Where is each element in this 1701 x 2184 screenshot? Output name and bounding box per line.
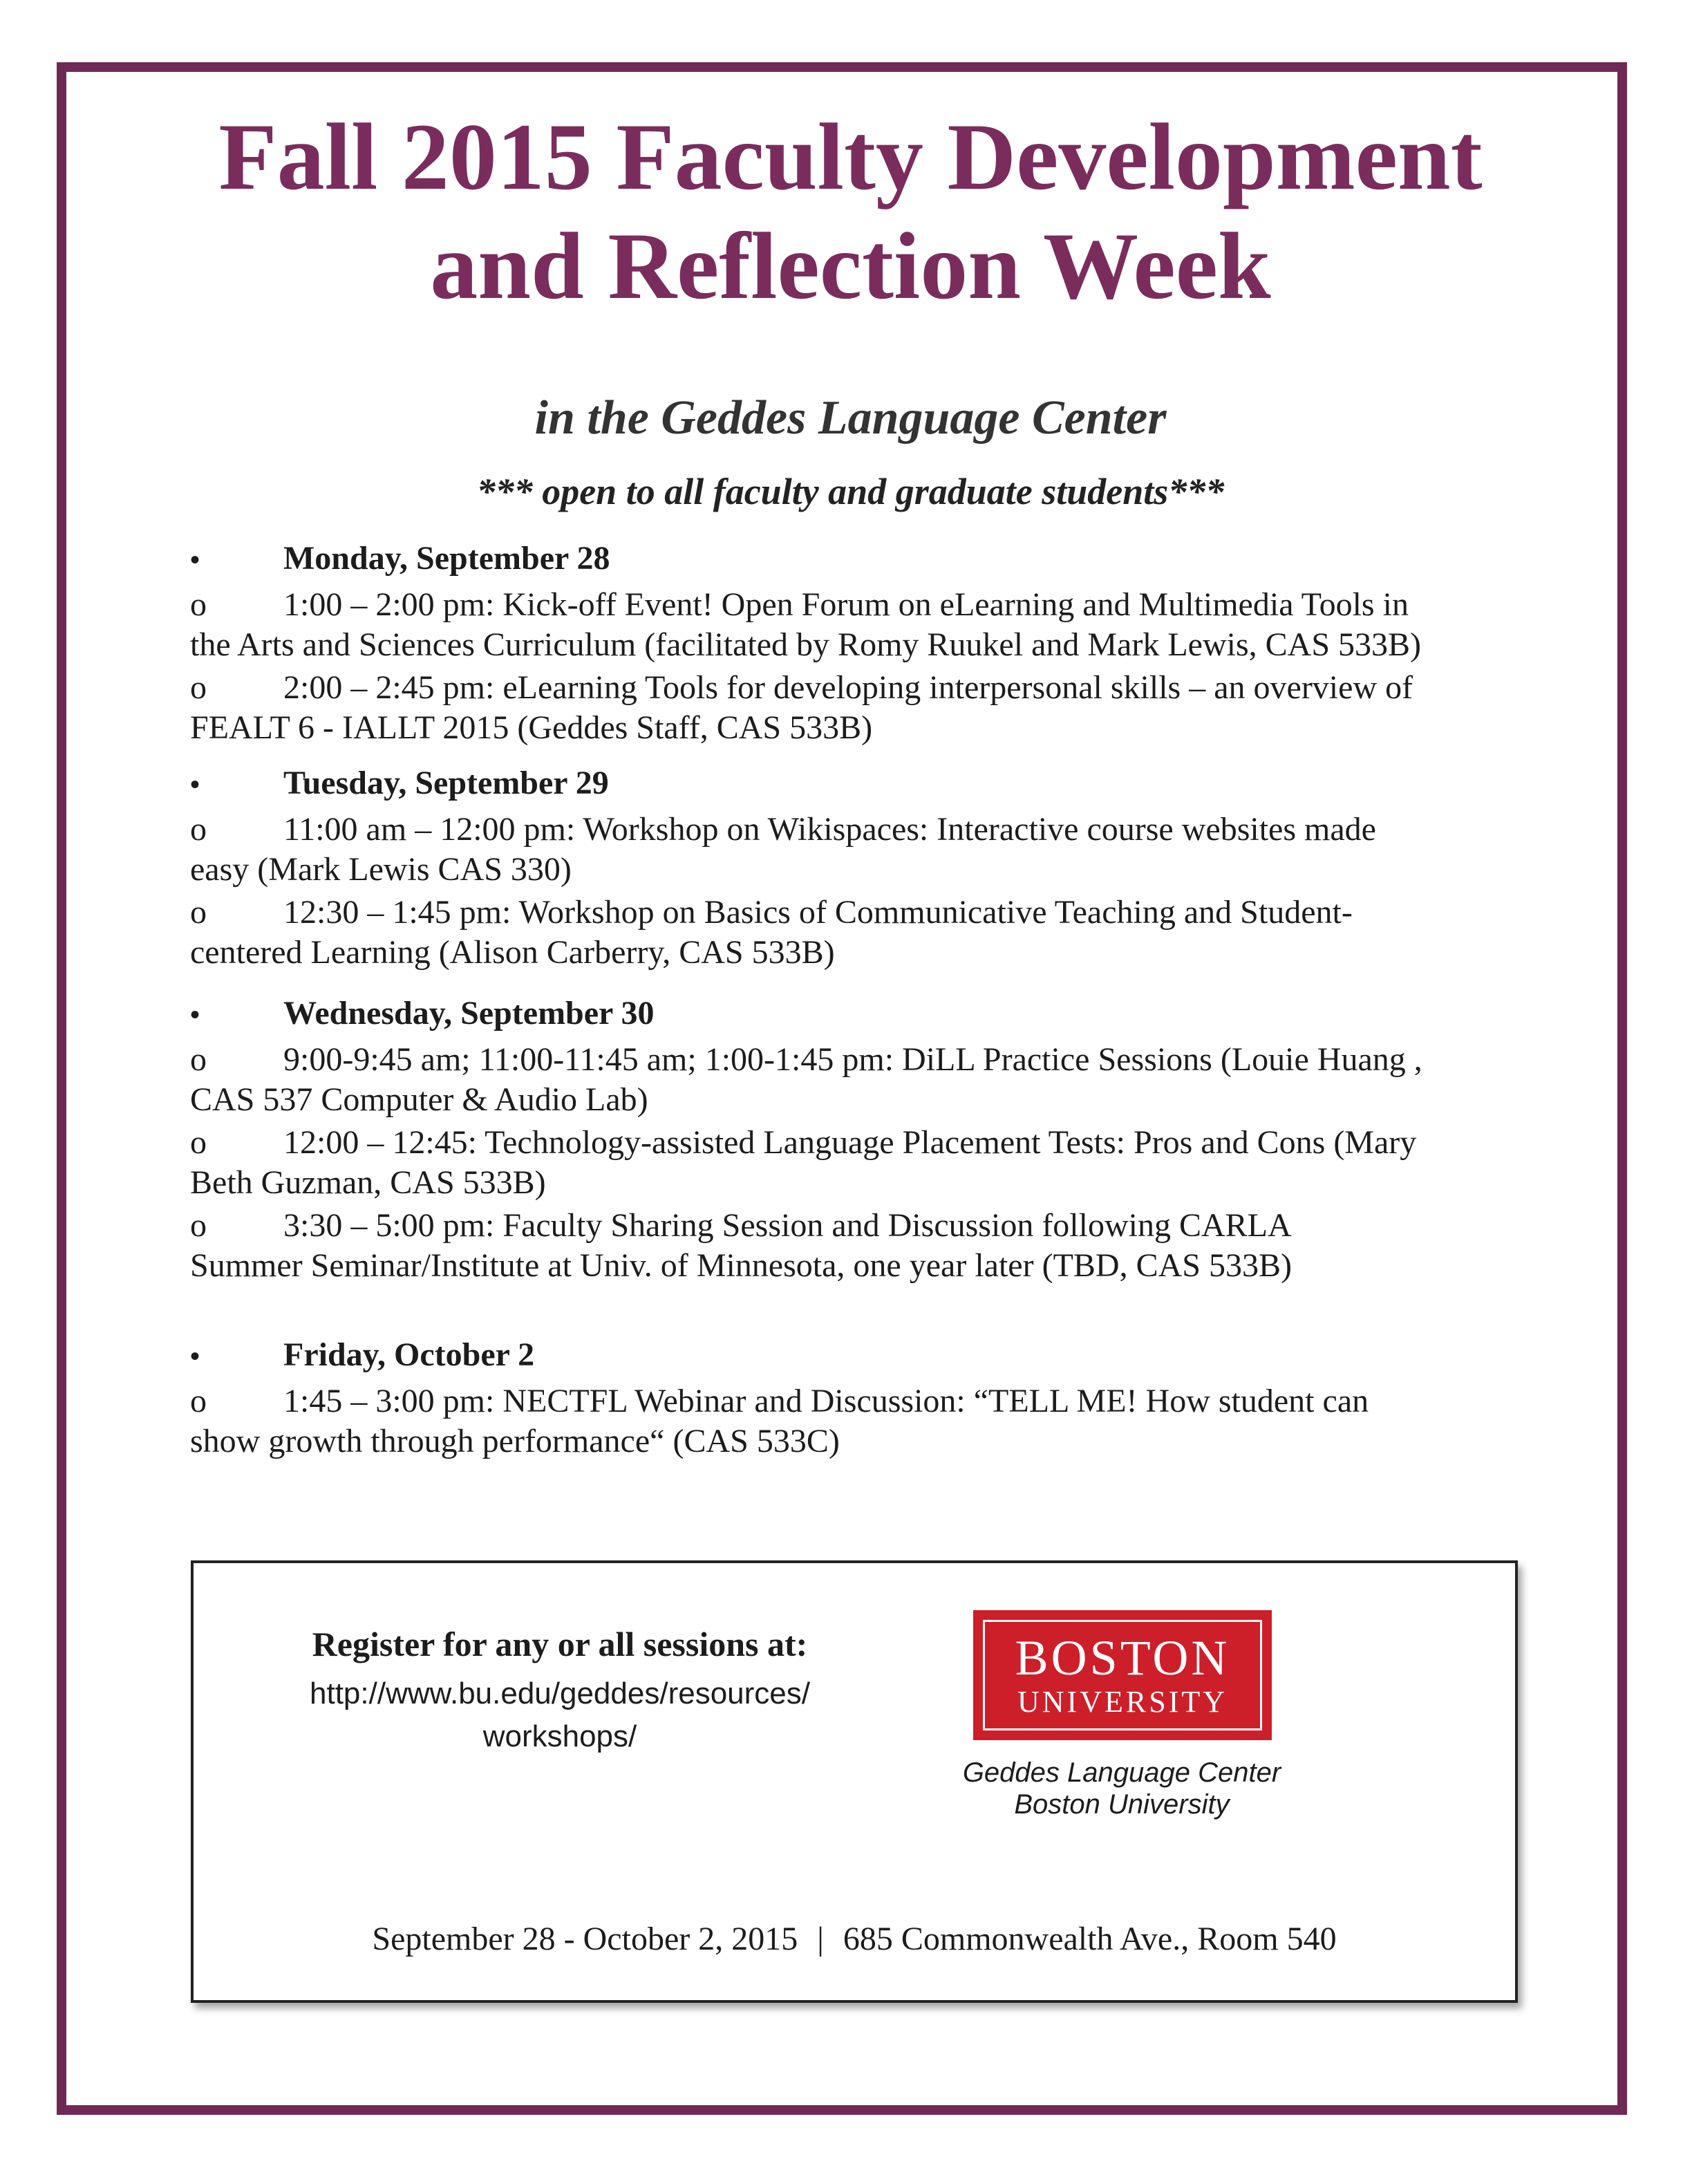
subbullet-icon: o xyxy=(190,1124,207,1161)
session-item xyxy=(190,1040,1510,1120)
day-wednesday xyxy=(190,994,1510,1286)
session-line: 9:00-9:45 am; 11:00-11:45 am; 1:00-1:45 pm: DiLL Practice Sessions (Louie Huang , xyxy=(283,1041,1422,1078)
url-line-1: http://www.bu.edu/geddes/resources/ xyxy=(310,1677,810,1710)
subbullet-icon: o xyxy=(190,1041,207,1078)
session-item xyxy=(190,585,1510,665)
subbullet-icon: o xyxy=(190,669,207,706)
subbullet-icon: o xyxy=(190,811,207,848)
registration-box xyxy=(191,1560,1518,2003)
session-line: the Arts and Sciences Curriculum (facilitated by Romy Ruukel and Mark Lewis, CAS 533B) xyxy=(190,626,1422,663)
session-item xyxy=(190,1206,1510,1286)
day-heading: Wednesday, September 30 xyxy=(283,995,655,1032)
day-heading: Tuesday, September 29 xyxy=(283,765,609,801)
footer-separator: | xyxy=(817,1921,824,1957)
center-name-line-2: Boston University xyxy=(1014,1789,1230,1820)
session-line: 12:00 – 12:45: Technology-assisted Language Placement Tests: Pros and Cons (Mary xyxy=(283,1124,1417,1161)
subbullet-icon: o xyxy=(190,1207,207,1244)
center-name xyxy=(939,1757,1305,1820)
session-item xyxy=(190,893,1510,973)
subbullet-icon: o xyxy=(190,586,207,623)
registration-heading: Register for any or all sessions at: xyxy=(312,1625,808,1663)
title-line-2: and Reflection Week xyxy=(430,213,1271,319)
session-line: Summer Seminar/Institute at Univ. of Minnesota, one year later (TBD, CAS 533B) xyxy=(190,1247,1292,1284)
registration-link[interactable] xyxy=(297,1672,823,1758)
session-item xyxy=(190,1123,1510,1203)
session-line: show growth through performance“ (CAS 533C) xyxy=(190,1423,840,1459)
event-location: 685 Commonwealth Ave., Room 540 xyxy=(843,1921,1337,1957)
day-friday xyxy=(190,1336,1510,1462)
session-line: Beth Guzman, CAS 533B) xyxy=(190,1164,546,1201)
url-line-2: workshops/ xyxy=(482,1719,637,1753)
logo-line-1: BOSTON xyxy=(1015,1630,1230,1686)
session-item xyxy=(190,668,1510,748)
bullet-icon: • xyxy=(190,1341,200,1372)
subbullet-icon: o xyxy=(190,1383,207,1419)
session-line: 12:30 – 1:45 pm: Workshop on Basics of Communicative Teaching and Student- xyxy=(283,894,1353,931)
bullet-icon: • xyxy=(190,544,200,575)
flyer-title xyxy=(0,102,1701,321)
session-line: 1:45 – 3:00 pm: NECTFL Webinar and Discussion: “TELL ME! How student can xyxy=(283,1383,1369,1419)
event-footer xyxy=(194,1920,1515,1958)
day-tuesday xyxy=(190,764,1510,973)
bullet-icon: • xyxy=(190,999,200,1030)
title-line-1: Fall 2015 Faculty Development xyxy=(218,104,1483,209)
day-heading: Monday, September 28 xyxy=(283,540,610,577)
session-line: 2:00 – 2:45 pm: eLearning Tools for developing interpersonal skills – an overview of xyxy=(283,669,1413,706)
session-line: CAS 537 Computer & Audio Lab) xyxy=(190,1081,648,1118)
center-name-line-1: Geddes Language Center xyxy=(962,1757,1281,1788)
logo-line-2: UNIVERSITY xyxy=(1017,1685,1228,1719)
session-line: 3:30 – 5:00 pm: Faculty Sharing Session and Discussion following CARLA xyxy=(283,1207,1292,1244)
session-item xyxy=(190,1381,1510,1462)
audience-note: *** open to all faculty and graduate students*** xyxy=(476,471,1225,512)
session-line: easy (Mark Lewis CAS 330) xyxy=(190,851,572,888)
day-monday xyxy=(190,539,1510,748)
bullet-icon: • xyxy=(190,769,200,800)
boston-university-logo xyxy=(973,1610,1272,1740)
event-dates: September 28 - October 2, 2015 xyxy=(372,1921,798,1957)
session-line: FEALT 6 - IALLT 2015 (Geddes Staff, CAS 533B) xyxy=(190,709,873,746)
session-line: centered Learning (Alison Carberry, CAS 533B) xyxy=(190,934,835,971)
session-line: 11:00 am – 12:00 pm: Workshop on Wikispaces: Interactive course websites made xyxy=(283,811,1376,848)
day-heading: Friday, October 2 xyxy=(283,1336,535,1373)
subbullet-icon: o xyxy=(190,894,207,931)
session-line: 1:00 – 2:00 pm: Kick-off Event! Open Forum on eLearning and Multimedia Tools in xyxy=(283,586,1409,623)
subtitle: in the Geddes Language Center xyxy=(534,391,1167,445)
session-item xyxy=(190,810,1510,890)
